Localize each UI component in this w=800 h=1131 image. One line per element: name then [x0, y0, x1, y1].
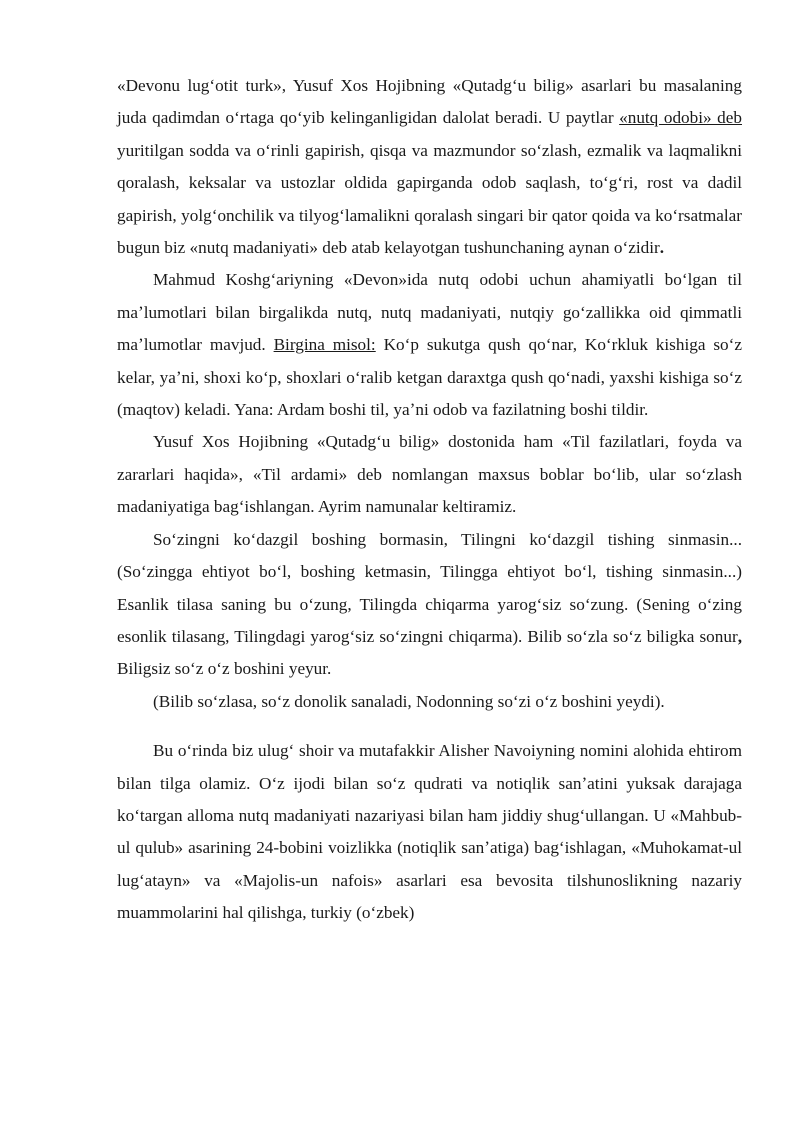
- paragraph-4-text-b: Biligsiz soʻz oʻz boshini yeyur.: [117, 659, 332, 679]
- paragraph-4-quotes: [117, 524, 742, 686]
- paragraph-4-comma: ,: [737, 626, 742, 646]
- paragraph-gap: [117, 718, 742, 735]
- paragraph-1-end: .: [659, 238, 664, 258]
- paragraph-3: Yusuf Xos Hojibning «Qutadgʻu bilig» dostonida ham «Til fazilatlari, foyda va zararlari haqida», «Til ardami» deb nomlangan maxsus boblar boʻlib, ular soʻzlash madaniyatiga bagʻishlangan. Ayrim namunalar keltiramiz.: [117, 432, 742, 517]
- paragraph-1: [117, 70, 742, 264]
- paragraph-2: [117, 264, 742, 426]
- paragraph-2-text-a: Mahmud Koshgʻariyning «Devon»ida nutq odobi uchun ahamiyatli boʻlgan til maʼlumotlari bilan birgalikda nutq, nutq madaniyati, nutqiy goʻzallikka oid qimmatli maʼlumotlar mavjud.: [117, 270, 742, 355]
- paragraph-1-text-a: «Devonu lugʻotit turk», Yusuf Xos Hojibning «Qutadgʻu bilig» asarlari bu masalaning juda qadimdan oʻrtaga qoʻyib kelinganligidan dalolat beradi. U paytlar: [117, 76, 742, 128]
- paragraph-1-text-b: yuritilgan sodda va oʻrinli gapirish, qisqa va mazmundor soʻzlash, ezmalik va laqmalikni qoralash, keksalar va ustozlar oldida gapirganda odob saqlash, toʻgʻri, rost va dadil gapirish, yolgʻonchilik va tilyogʻlamalikni qoralash singari bir qator qoida va koʻrsatmalar bugun biz «nutq madaniyati» deb atab kelayotgan tushunchaning aynan oʻzidir: [117, 140, 742, 258]
- document-page: [117, 70, 742, 930]
- underlined-term-birgina-misol: Birgina misol:: [273, 335, 376, 355]
- paragraph-5: (Bilib soʻzlasa, soʻz donolik sanaladi, Nodonning soʻzi oʻz boshini yeydi).: [153, 691, 665, 711]
- paragraph-4-text-a: Soʻzingni koʻdazgil boshing bormasin, Tilingni koʻdazgil tishing sinmasin... (Soʻzingga ehtiyot boʻl, boshing ketmasin, Tilingga ehtiyot boʻl, tishing sinmasin...) Esanlik tilasa saning bu oʻzung, Tilingda chiqarma yarogʻsiz soʻzung. (Sening oʻzing esonlik tilasang, Tilingdagi yarogʻsiz soʻzingni chiqarma). Bilib soʻzla soʻz biligka sonur: [117, 529, 742, 646]
- paragraph-2-text-b: Koʻp sukutga qush qoʻnar, Koʻrkluk kishiga soʻz kelar, yaʼni, shoxi koʻp, shoxlari oʻralib ketgan daraxtga qush qoʻnadi, yaxshi kishiga soʻz (maqtov) keladi. Yana: Ardam boshi til, yaʼni odob va fazilatning boshi tildir.: [117, 335, 742, 420]
- paragraph-6: Bu oʻrinda biz ulugʻ shoir va mutafakkir Alisher Navoiyning nomini alohida ehtirom bilan tilga olamiz. Oʻz ijodi bilan soʻz qudrati va notiqlik sanʼatini yuksak darajaga koʻtargan alloma nutq madaniyati nazariyasi bilan ham jiddiy shugʻullangan. U «Mahbub-ul qulub» asarining 24-bobini voizlikka (notiqlik sanʼatiga) bagʻishlagan, «Muhokamat-ul lugʻatayn» va «Majolis-un nafois» asarlari esa bevosita tilshunoslikning nazariy muammolarini hal qilishga, turkiy (oʻzbek): [117, 741, 742, 923]
- underlined-term-nutq-odobi: «nutq odobi» deb: [619, 108, 742, 128]
